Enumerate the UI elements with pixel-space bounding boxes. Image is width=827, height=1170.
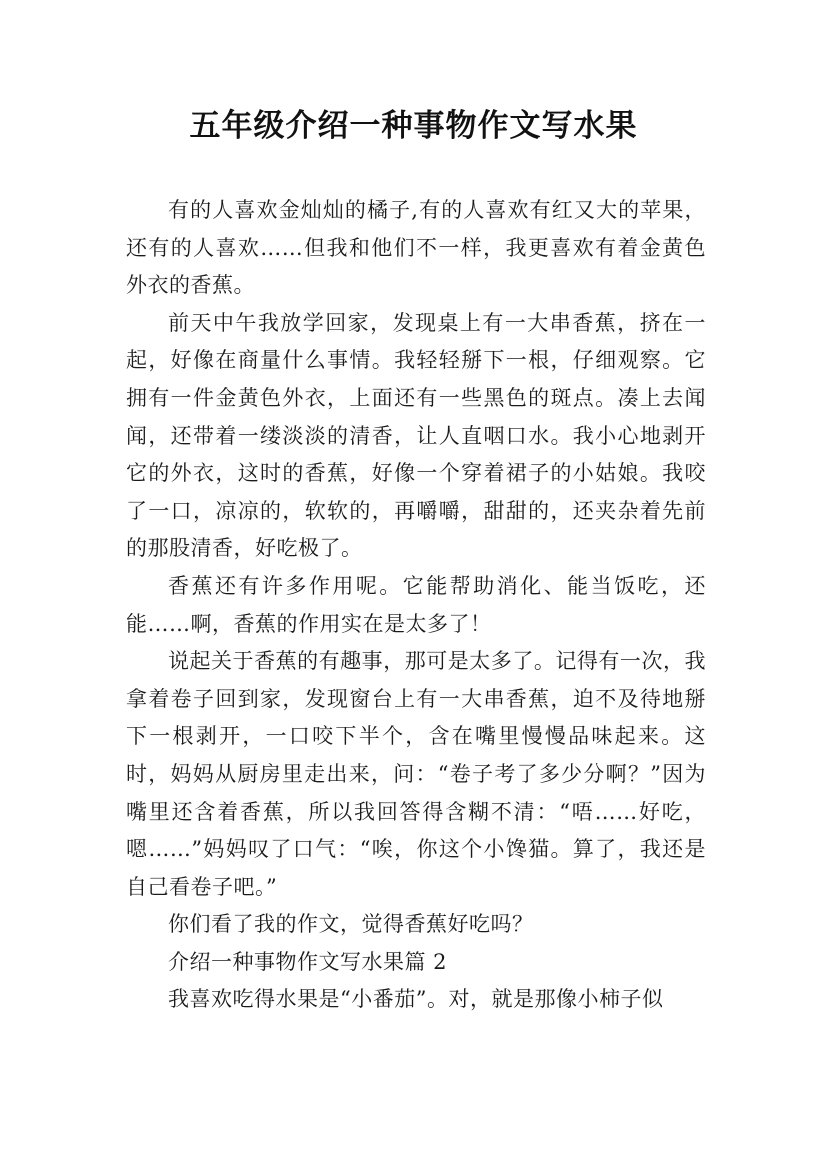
- paragraph-part-2-start: 我喜欢吃得水果是“小番茄”。对，就是那像小柿子似: [168, 987, 664, 1012]
- section-heading-part-2: 介绍一种事物作文写水果篇 2: [168, 949, 448, 974]
- paragraph-intro: 有的人喜欢金灿灿的橘子,有的人喜欢有红又大的苹果，还有的人喜欢……但我和他们不一样，我更喜欢有着金黄色外衣的香蕉。: [126, 198, 706, 298]
- document-title: 五年级介绍一种事物作文写水果: [189, 108, 638, 144]
- paragraph-description: 前天中午我放学回家，发现桌上有一大串香蕉，挤在一起，好像在商量什么事情。我轻轻掰下一根，仔细观察。它拥有一件金黄色外衣，上面还有一些黑色的斑点。凑上去闻闻，还带着一缕淡淡的清香，让人直咽口水。我小心地剥开它的外衣，这时的香蕉，好像一个穿着裙子的小姑娘。我咬了一口，凉凉的，软软的，再嚼嚼，甜甜的，还夹杂着先前的那股清香，好吃极了。: [126, 310, 706, 561]
- paragraph-uses: 香蕉还有许多作用呢。它能帮助消化、能当饭吃，还能……啊，香蕉的作用实在是太多了！: [126, 573, 706, 636]
- document-body: [126, 192, 706, 1019]
- paragraph-closing: 你们看了我的作文，觉得香蕉好吃吗？: [168, 912, 534, 937]
- paragraph-anecdote: 说起关于香蕉的有趣事，那可是太多了。记得有一次，我拿着卷子回到家，发现窗台上有一大串香蕉，迫不及待地掰下一根剥开，一口咬下半个，含在嘴里慢慢品味起来。这时，妈妈从厨房里走出来，问：“卷子考了多少分啊？”因为嘴里还含着香蕉，所以我回答得含糊不清：“唔……好吃，嗯……”妈妈叹了口气：“唉，你这个小馋猫。算了，我还是自己看卷子吧。”: [126, 649, 706, 899]
